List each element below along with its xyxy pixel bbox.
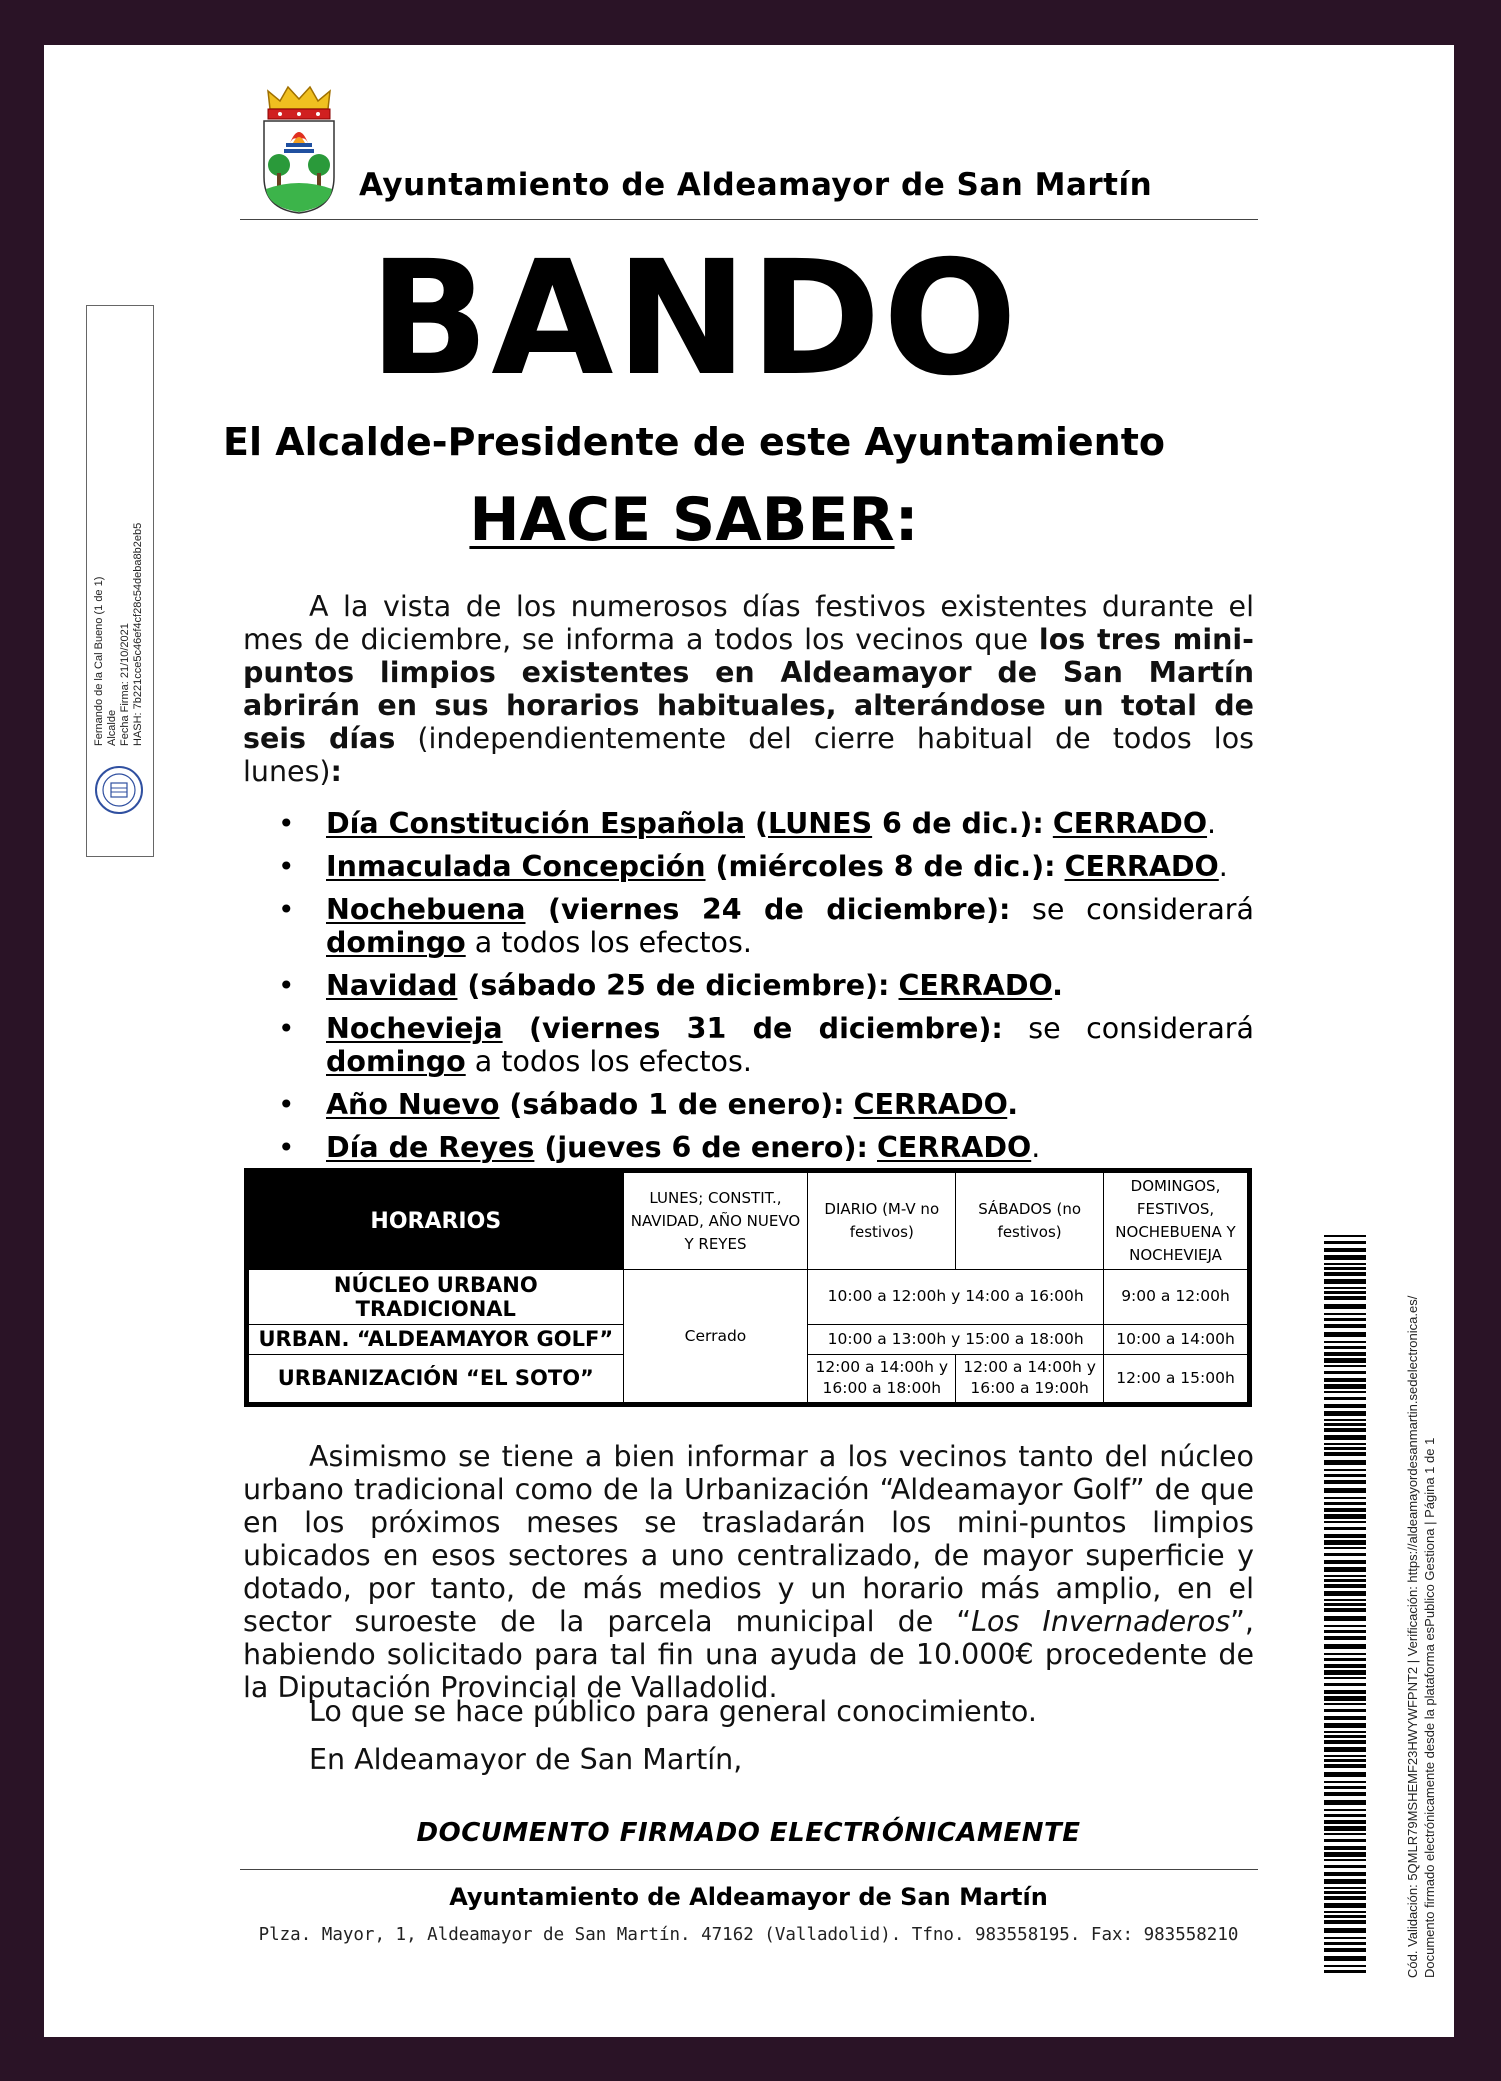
barcode-bar [1324,1636,1366,1640]
holiday-date: (miércoles 8 de dic.): [705,850,1056,883]
holiday-status: CERRADO [877,1131,1032,1164]
barcode-bar [1324,1653,1366,1655]
barcode-bar [1324,1423,1366,1426]
barcode-bar [1324,1630,1366,1633]
barcode-bar [1324,1469,1366,1471]
table-header-closed-days: LUNES; CONSTIT., NAVIDAD, AÑO NUEVO Y REYES [623,1173,808,1270]
barcode-bar [1324,1677,1366,1679]
barcode-bar [1324,1452,1366,1456]
holiday-date: ( [745,807,768,840]
barcode-bar [1324,1514,1366,1519]
barcode-bar [1324,1809,1366,1811]
barcode-bar [1324,1928,1366,1933]
barcode-bar [1324,1833,1366,1835]
table-header-sunday: DOMINGOS, FESTIVOS, NOCHEBUENA Y NOCHEVIEJA [1104,1173,1248,1270]
barcode-bar [1324,1521,1366,1523]
holiday-date-underlined: LUNES [767,807,873,840]
barcode-bar [1324,1814,1366,1817]
list-item [278,850,1254,883]
holiday-list [278,807,1254,1174]
holiday-tail: . [1031,1131,1041,1164]
barcode-bar [1324,1332,1366,1337]
bando-title: BANDO [368,227,1020,411]
barcode-bar [1324,1488,1366,1493]
municipal-crest-logo [258,85,340,215]
sign-date: Fecha Firma: 21/10/2021 [119,623,131,746]
barcode-bar [1324,1575,1366,1577]
barcode-bar [1324,1703,1366,1705]
barcode-bar [1324,1248,1366,1252]
barcode-bar [1324,1460,1366,1465]
barcode-bar [1324,1911,1366,1913]
barcode-bar [1324,1443,1366,1445]
holiday-note: se considerará [1010,893,1254,926]
seal-icon [93,764,145,816]
barcode-bar [1324,1502,1366,1505]
table-row [249,1270,1248,1325]
barcode-bar [1324,1764,1366,1768]
holiday-status: CERRADO [1064,850,1219,883]
barcode-bar [1324,1772,1366,1777]
barcode-bar [1324,1786,1366,1789]
saturday-hours: 12:00 a 14:00h y 16:00 a 19:00h [956,1354,1104,1402]
intro-end: : [330,755,342,788]
holiday-name: Año Nuevo [326,1088,500,1121]
barcode-bar [1324,1859,1366,1861]
barcode-bar [1324,1731,1366,1733]
barcode-bar [1324,1800,1366,1805]
barcode-bar [1324,1820,1366,1824]
sunday-hours: 9:00 a 12:00h [1104,1270,1248,1325]
barcode-bar [1324,1287,1366,1289]
barcode-bar [1324,1567,1366,1572]
barcode-bar [1324,1255,1366,1260]
barcode-bar [1324,1235,1366,1237]
barcode-bar [1324,1411,1366,1416]
barcode-bar [1324,1965,1366,1967]
holiday-tail: . [1218,850,1228,883]
barcode-bar [1324,1474,1366,1477]
barcode-bar [1324,1391,1366,1393]
relocation-italic: Los Invernaderos [971,1605,1231,1638]
barcode-bar [1324,1397,1366,1400]
holiday-date: (jueves 6 de enero): [534,1131,868,1164]
barcode-bar [1324,1690,1366,1694]
weekday-hours: 12:00 a 14:00h y 16:00 a 18:00h [808,1354,956,1402]
weekday-saturday-hours: 10:00 a 13:00h y 15:00 a 18:00h [808,1324,1104,1354]
subtitle: El Alcalde-Presidente de este Ayuntamiento [222,420,1165,464]
place-line: En Aldeamayor de San Martín, [309,1743,743,1776]
barcode-bar [1324,1846,1366,1850]
bullet-icon: • [278,850,295,883]
barcode-bar [1324,1497,1366,1499]
barcode-bar [1324,1942,1366,1945]
table-header-weekday: DIARIO (M-V no festivos) [808,1173,956,1270]
barcode-bar [1324,1296,1366,1300]
barcode-bar [1324,1378,1366,1382]
barcode-bar [1324,1341,1366,1343]
footer-divider [240,1869,1258,1870]
announce-text: HACE SABER [469,485,895,555]
barcode-bar [1324,1956,1366,1961]
signer-role: Alcalde [106,709,118,746]
holiday-note [889,969,898,1002]
barcode-bar [1324,1937,1366,1939]
holiday-tail: a todos los efectos. [465,926,752,959]
row-name: URBAN. “ALDEAMAYOR GOLF” [249,1324,624,1354]
holiday-status: domingo [326,926,466,959]
barcode-bar [1324,1358,1366,1363]
closing-paragraph: Lo que se hace público para general conocimiento. [309,1695,1037,1728]
barcode-bar [1324,1365,1366,1367]
barcode-bar [1324,1534,1366,1538]
closed-cell: Cerrado [623,1270,808,1403]
barcode-bar [1324,1404,1366,1408]
barcode-bar [1324,1792,1366,1796]
row-name: URBANIZACIÓN “EL SOTO” [249,1354,624,1402]
barcode-bar [1324,1915,1366,1918]
barcode-bar [1324,1664,1366,1668]
barcode-bar [1324,1903,1366,1908]
relocation-text-1: Asimismo se tiene a bien informar a los vecinos tanto del núcleo urbano tradicional como de la Urbanización “Aldeamayor Golf” de que en los próximos meses se trasladarán los mini-puntos limpios ubicados en esos sectores a uno centralizado, de mayor superficie y dotado, por tanto, de más medios y un horario más amplio, en el sector suroeste de la parcela municipal de “ [243,1440,1254,1638]
holiday-date: (viernes 24 de diciembre): [525,893,1011,926]
barcode-bar [1324,1419,1366,1421]
barcode-bar [1324,1324,1366,1328]
barcode-icon [1324,1235,1366,1975]
announce-heading [194,485,1194,555]
holiday-name: Navidad [326,969,458,1002]
list-item [278,1088,1254,1121]
barcode-bar [1324,1279,1366,1284]
barcode-bar [1324,1755,1366,1757]
footer-address: Plza. Mayor, 1, Aldeamayor de San Martín. 47162 (Valladolid). Tfno. 983558195. Fax: 983558210 [258,1925,1239,1945]
barcode-bar [1324,1616,1366,1621]
barcode-bar [1324,1740,1366,1744]
barcode-bar [1324,1447,1366,1450]
barcode-bar [1324,1696,1366,1701]
barcode-bar [1324,1508,1366,1512]
barcode-bar [1324,1540,1366,1545]
row-name: NÚCLEO URBANO TRADICIONAL [249,1270,624,1325]
barcode-bar [1324,1970,1366,1973]
barcode-bar [1324,1313,1366,1315]
bullet-icon: • [278,1012,295,1045]
barcode-bar [1324,1291,1366,1294]
barcode-bar [1324,1560,1366,1564]
intro-text-2: (independientemente del cierre habitual de todos los lunes) [243,722,1254,788]
bullet-icon: • [278,1131,295,1164]
barcode-bar [1324,1346,1366,1349]
holiday-note: se considerará [1002,1012,1254,1045]
barcode-bar [1324,1591,1366,1596]
holiday-note [868,1131,877,1164]
barcode-bar [1324,1547,1366,1549]
holiday-note [845,1088,854,1121]
barcode-bar [1324,1865,1366,1868]
barcode-bar [1324,1608,1366,1612]
barcode-bar [1324,1644,1366,1649]
holiday-tail: . [1207,807,1217,840]
announce-colon: : [894,485,919,555]
holiday-tail: . [1052,969,1063,1002]
barcode-bar [1324,1683,1366,1686]
barcode-bar [1324,1716,1366,1720]
header-org-name: Ayuntamiento de Aldeamayor de San Martín [359,167,1153,203]
list-item [278,807,1254,840]
holiday-status: CERRADO [853,1088,1008,1121]
holiday-name: Inmaculada Concepción [326,850,706,883]
list-item [278,1012,1254,1078]
intro-paragraph [243,590,1254,788]
barcode-bar [1324,1879,1366,1884]
document-page [44,45,1454,2037]
barcode-bar [1324,1599,1366,1601]
barcode-bar [1324,1872,1366,1876]
signature-text [93,346,145,746]
barcode-bar [1324,1435,1366,1440]
barcode-bar [1324,1352,1366,1356]
barcode-bar [1324,1852,1366,1857]
barcode-bar [1324,1272,1366,1276]
sign-hash: HASH: 7b221cce5c46ef4cf28c54deba8b2eb5 [132,522,144,746]
barcode-bar [1324,1480,1366,1484]
holiday-date-rest: 6 de dic.): [872,807,1044,840]
barcode-bar [1324,1428,1366,1432]
barcode-bar [1324,1781,1366,1783]
holiday-note [1044,807,1053,840]
barcode-bar [1324,1241,1366,1244]
barcode-bar [1324,1747,1366,1752]
intro-bold: los tres mini-puntos limpios existentes en Aldeamayor de San Martín abrirán en sus horarios habituales, alterándose un total de seis días [243,623,1254,755]
barcode-bar [1324,1267,1366,1270]
barcode-bar [1324,1658,1366,1661]
bullet-icon: • [278,969,295,1002]
holiday-name: Día Constitución Española [326,807,746,840]
signed-notice: DOCUMENTO FIRMADO ELECTRÓNICAMENTE [416,1818,1081,1848]
barcode-bar [1324,1709,1366,1712]
holiday-date: (sábado 1 de enero): [499,1088,845,1121]
table-header-saturday: SÁBADOS (no festivos) [956,1173,1104,1270]
relocation-text-2: ”, habiendo solicitado para tal fin una ayuda de 10.000€ procedente de la Diputación Provincial de Valladolid. [243,1605,1254,1704]
barcode-bar [1324,1920,1366,1924]
weekday-saturday-hours: 10:00 a 12:00h y 14:00 a 16:00h [808,1270,1104,1325]
holiday-name: Nochebuena [326,893,526,926]
bullet-icon: • [278,807,295,840]
barcode-bar [1324,1579,1366,1582]
holiday-tail: a todos los efectos. [465,1045,752,1078]
barcode-bar [1324,1896,1366,1900]
holiday-date: (viernes 31 de diciembre): [502,1012,1003,1045]
barcode-bar [1324,1670,1366,1675]
holiday-status: CERRADO [898,969,1053,1002]
footer-org: Ayuntamiento de Aldeamayor de San Martín [449,1883,1048,1911]
barcode-bar [1324,1553,1366,1556]
barcode-bar [1324,1318,1366,1321]
barcode-bar [1324,1839,1366,1842]
barcode-bar [1324,1584,1366,1588]
verification-text [1404,1078,1438,1978]
barcode-bar [1324,1723,1366,1728]
barcode-bar [1324,1384,1366,1389]
intro-text-1: A la vista de los numerosos días festivos existentes durante el mes de diciembre, se informa a todos los vecinos que [243,590,1254,656]
schedule-table [244,1168,1252,1407]
verification-code: Cód. Validación: 5QMLR79MSHEMF23HWYWFPNT2 | Verificación: https://aldeamayordesanmartin.sedelectronica.es/ [1405,1295,1420,1978]
barcode-bar [1324,1826,1366,1831]
sunday-hours: 10:00 a 14:00h [1104,1324,1248,1354]
barcode-bar [1324,1371,1366,1374]
holiday-name: Nochevieja [326,1012,503,1045]
holiday-note [1056,850,1065,883]
header-divider [240,219,1258,220]
barcode-bar [1324,1735,1366,1738]
list-item [278,893,1254,959]
barcode-bar [1324,1948,1366,1952]
barcode-bar [1324,1304,1366,1309]
verification-platform: Documento firmado electrónicamente desde la plataforma esPublico Gestiona | Página 1 de 1 [1422,1437,1437,1978]
holiday-status: domingo [326,1045,466,1078]
sunday-hours: 12:00 a 15:00h [1104,1354,1248,1402]
barcode-bar [1324,1603,1366,1606]
table-header-main: HORARIOS [249,1173,624,1270]
signature-stamp-box [86,305,154,857]
list-item [278,969,1254,1002]
holiday-date: (sábado 25 de diciembre): [457,969,890,1002]
barcode-bar [1324,1887,1366,1889]
holiday-name: Día de Reyes [326,1131,535,1164]
list-item [278,1131,1254,1164]
barcode-bar [1324,1625,1366,1627]
bullet-icon: • [278,893,295,926]
relocation-paragraph [243,1440,1254,1704]
barcode-bar [1324,1527,1366,1530]
barcode-bar [1324,1891,1366,1894]
signer-name: Fernando de la Cal Bueno (1 de 1) [93,576,105,746]
barcode-bar [1324,1263,1366,1265]
barcode-bar [1324,1759,1366,1762]
holiday-tail: . [1007,1088,1019,1121]
bullet-icon: • [278,1088,295,1121]
holiday-status: CERRADO [1052,807,1208,840]
